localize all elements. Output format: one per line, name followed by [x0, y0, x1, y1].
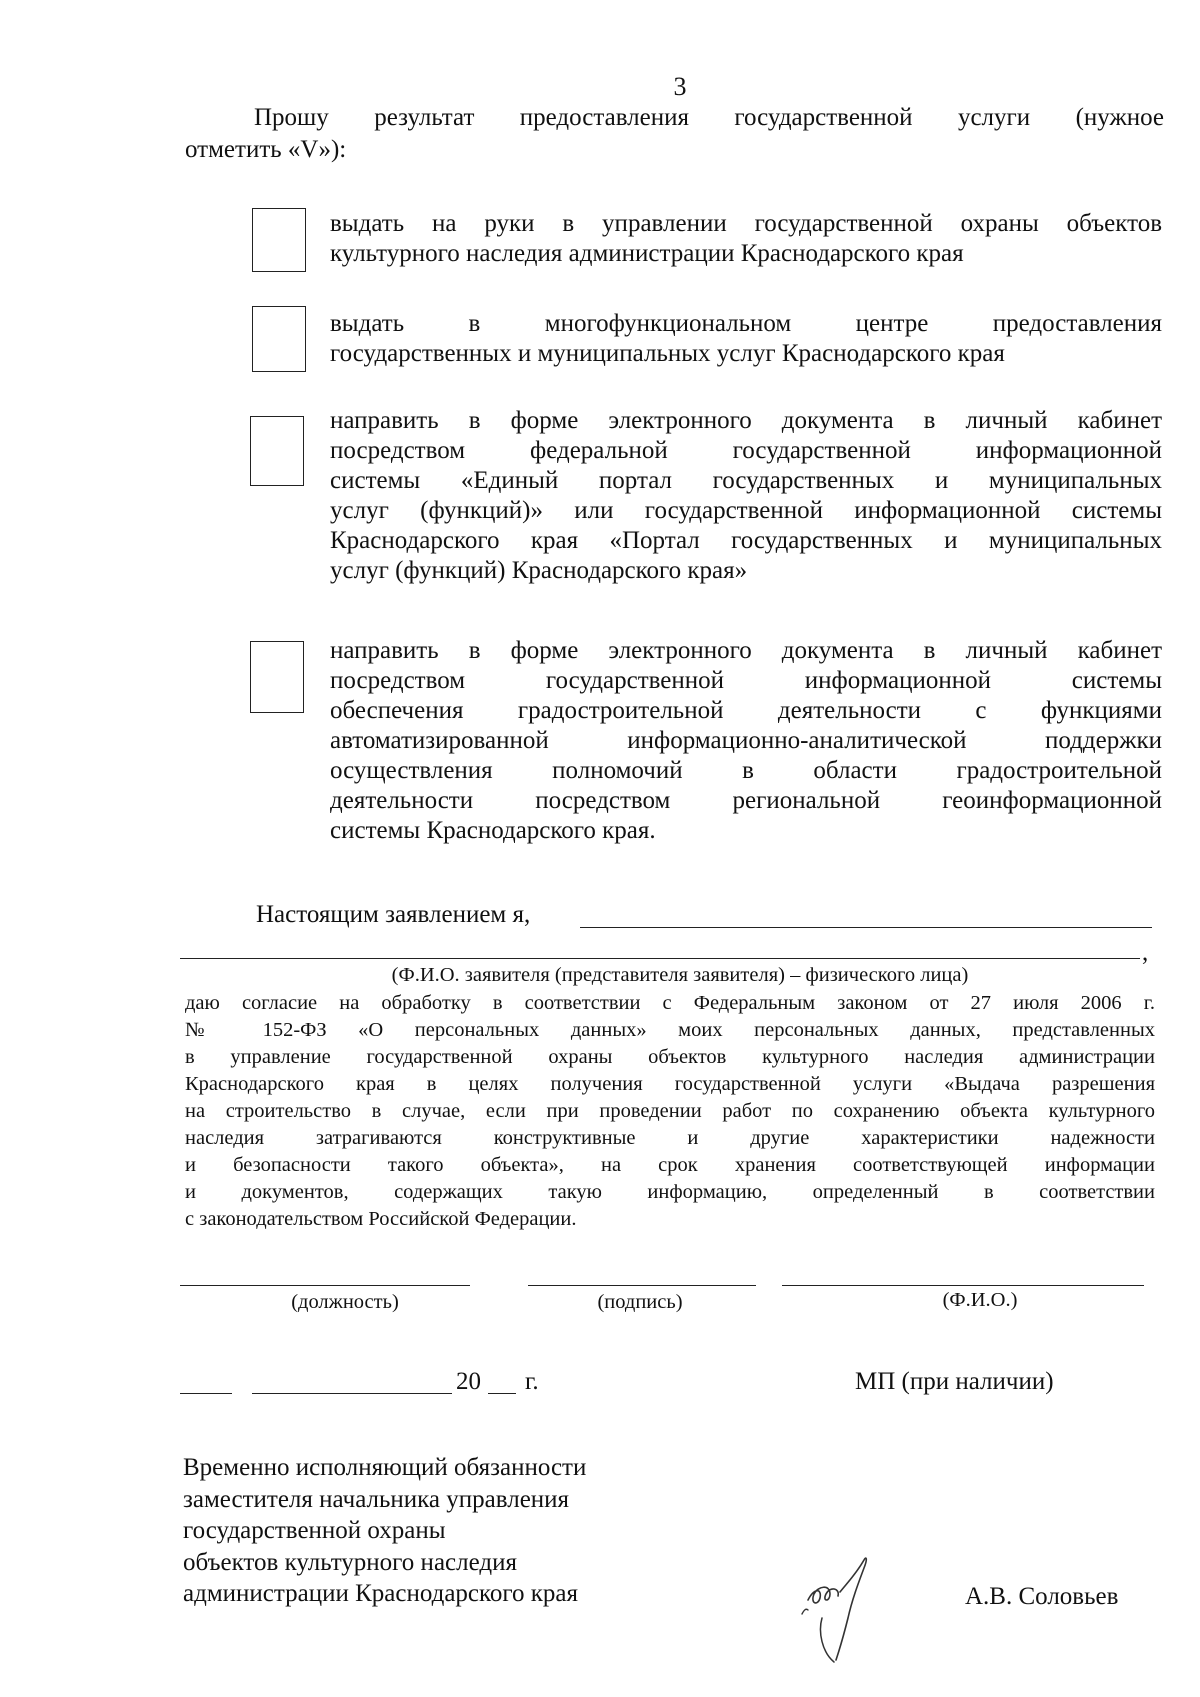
option-4-line-1: направить в форме электронного документа в личный кабинет	[330, 637, 1162, 664]
signature-caption: (подпись)	[597, 1291, 683, 1313]
stamp-note: МП (при наличии)	[855, 1368, 1054, 1395]
option-4-line-5: осуществления полномочий в области градостроительной	[330, 757, 1162, 784]
applicant-name-field-2[interactable]	[180, 958, 1140, 959]
option-1-line-1: выдать на руки в управлении государственной охраны объектов	[330, 210, 1162, 237]
date-day-field[interactable]	[180, 1393, 232, 1394]
option-3-line-4: услуг (функций)» или государственной информационной системы	[330, 497, 1162, 524]
option-text-4	[330, 636, 1162, 846]
date-year-suffix: г.	[525, 1368, 539, 1395]
option-3-line-3: системы «Единый портал государственных и муниципальных	[330, 467, 1162, 494]
option-4-line-2: посредством государственной информационной системы	[330, 667, 1162, 694]
option-4-line-3: обеспечения градостроительной деятельности с функциями	[330, 697, 1162, 724]
request-line-2: отметить «V»):	[185, 136, 347, 163]
consent-line-3: в управление государственной охраны объектов культурного наследия администрации	[185, 1046, 1155, 1068]
option-text-1	[330, 209, 1162, 269]
option-checkbox-3[interactable]	[250, 416, 304, 486]
handwritten-signature	[800, 1548, 910, 1668]
option-4-line-6: деятельности посредством региональной геоинформационной	[330, 787, 1162, 814]
option-text-3	[330, 406, 1162, 586]
option-1-line-2: культурного наследия администрации Краснодарского края	[330, 240, 964, 267]
option-3-line-1: направить в форме электронного документа в личный кабинет	[330, 407, 1162, 434]
signer-title	[183, 1452, 703, 1610]
consent-line-2: № 152-ФЗ «О персональных данных» моих персональных данных, представленных	[185, 1019, 1155, 1041]
option-checkbox-2[interactable]	[252, 306, 306, 372]
option-4-line-4: автоматизированной информационно-аналитической поддержки	[330, 727, 1162, 754]
option-3-line-5: Краснодарского края «Портал государственных и муниципальных	[330, 527, 1162, 554]
consent-line-5: на строительство в случае, если при проведении работ по сохранению объекта культурного	[185, 1100, 1155, 1122]
name-caption-sig: (Ф.И.О.)	[942, 1289, 1018, 1311]
applicant-name-field-1[interactable]	[580, 927, 1152, 928]
consent-line-4: Краснодарского края в целях получения государственной услуги «Выдача разрешения	[185, 1073, 1155, 1095]
option-4-line-7: системы Краснодарского края.	[330, 817, 656, 844]
option-3-line-2: посредством федеральной государственной информационной	[330, 437, 1162, 464]
option-2-line-2: государственных и муниципальных услуг Краснодарского края	[330, 340, 1005, 367]
consent-line-7: и безопасности такого объекта», на срок хранения соответствующей информации	[185, 1154, 1155, 1176]
consent-line-1: даю согласие на обработку в соответствии с Федеральным законом от 27 июля 2006 г.	[185, 992, 1155, 1014]
option-checkbox-4[interactable]	[250, 641, 304, 713]
signature-field[interactable]	[528, 1285, 756, 1286]
option-checkbox-1[interactable]	[252, 208, 306, 272]
signer-title-line-5: администрации Краснодарского края	[183, 1580, 579, 1607]
name-caption: (Ф.И.О. заявителя (представителя заявителя) – физического лица)	[391, 964, 969, 986]
signer-name: А.В. Соловьев	[965, 1583, 1119, 1610]
signer-title-line-2: заместителя начальника управления	[183, 1485, 570, 1513]
name-line-comma: ,	[1142, 939, 1149, 966]
full-name-field[interactable]	[782, 1285, 1144, 1286]
position-field[interactable]	[180, 1285, 470, 1286]
signer-title-line-3: государственной охраны	[183, 1517, 446, 1544]
consent-body	[185, 990, 1155, 1233]
consent-line-9: с законодательством Российской Федерации.	[185, 1208, 577, 1230]
date-year-prefix: 20	[456, 1368, 481, 1395]
signer-title-line-4: объектов культурного наследия	[183, 1548, 517, 1576]
consent-intro: Настоящим заявлением я,	[256, 901, 531, 928]
page-number: 3	[673, 72, 687, 101]
option-3-line-6: услуг (функций) Краснодарского края»	[330, 557, 748, 584]
signer-title-line-1: Временно исполняющий обязанности	[183, 1454, 587, 1481]
option-2-line-1: выдать в многофункциональном центре предоставления	[330, 310, 1162, 337]
date-year-field[interactable]	[488, 1393, 516, 1394]
consent-line-6: наследия затрагиваются конструктивные и другие характеристики надежности	[185, 1127, 1155, 1149]
position-caption: (должность)	[291, 1291, 399, 1313]
consent-line-8: и документов, содержащих такую информацию, определенный в соответствии	[185, 1181, 1155, 1203]
option-text-2	[330, 309, 1162, 369]
date-month-field[interactable]	[252, 1393, 452, 1394]
request-line-1: Прошу результат предоставления государственной услуги (нужное	[254, 104, 1164, 131]
